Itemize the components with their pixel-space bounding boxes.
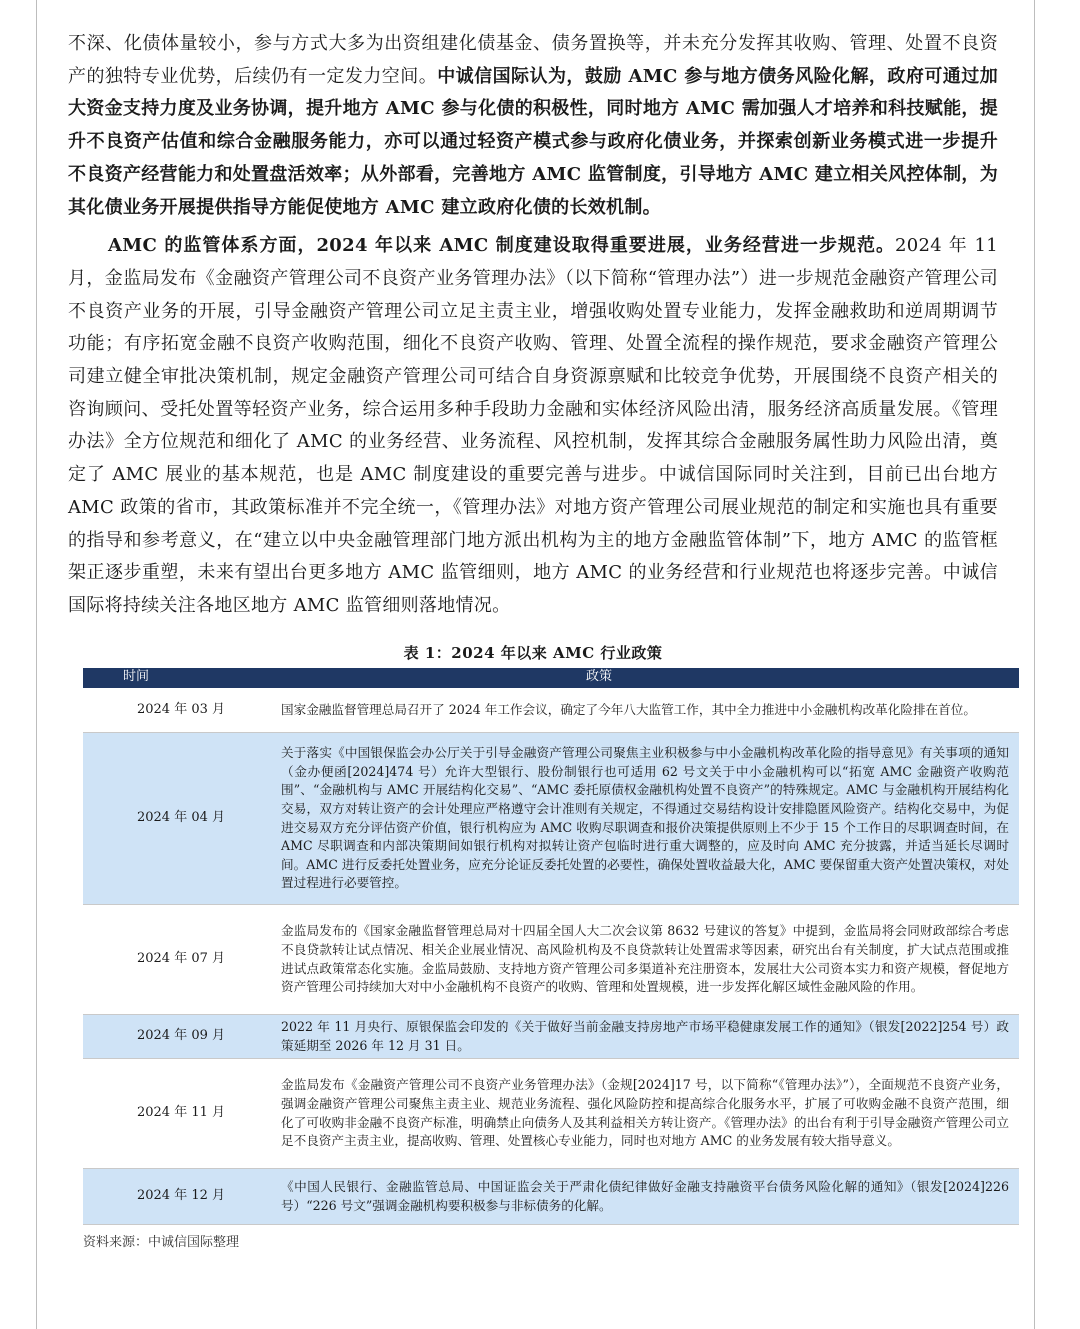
paragraph-2-emphasis: AMC 的监管体系方面，2024 年以来 AMC 制度建设取得重要进展，业务经营进一步规范。 [108,235,895,257]
row-policy: 《中国人民银行、金融监管总局、中国证监会关于严肃化债纪律做好金融支持融资平台债务风险化解的通知》（银发[2024]226 号）“226 号文”强调金融机构要积极参与非标债务的化解。 [279,1169,1019,1225]
row-policy: 金监局发布《金融资产管理公司不良资产业务管理办法》（金规[2024]17 号，以下简称“《管理办法》”），全面规范不良资产业务，强调金融资产管理公司聚焦主责主业、规范业务流程、强化风险防控和提高综合化服务水平，扩展了可收购金融不良资产范围，细化了可收购非金融不良资产标准，明确禁止向债务人及其利益相关方转让资产。《管理办法》的出台有利于引导金融资产管理公司立足不良资产主责主业，提高收购、管理、处置核心专业能力，同时也对地方 AMC 的业务发展有较大指导意义。 [279,1059,1019,1169]
row-time: 2024 年 04 月 [83,733,279,905]
header-time: 时间 [83,668,279,688]
table-row [83,733,1019,905]
paragraph-1 [68,28,998,224]
table-header-row [83,668,1019,688]
table-row [83,905,1019,1015]
source-note: 资料来源：中诚信国际整理 [83,1235,240,1251]
row-time: 2024 年 07 月 [83,905,279,1015]
paragraph-2 [68,230,998,622]
paragraph-2-text: 2024 年 11 月，金监局发布《金融资产管理公司不良资产业务管理办法》（以下简称“管理办法”）进一步规范金融资产管理公司不良资产业务的开展，引导金融资产管理公司立足主责主业，增强收购处置专业能力，发挥金融救助和逆周期调节功能；有序拓宽金融不良资产收购范围，细化不良资产收购、管理、处置全流程的操作规范，要求金融资产管理公司建立健全审批决策机制，规定金融资产管理公司可结合自身资源禀赋和比较竞争优势，开展围绕不良资产相关的咨询顾问、受托处置等轻资产业务，综合运用多种手段助力金融和实体经济风险出清，服务经济高质量发展。《管理办法》全方位规范和细化了 AMC 的业务经营、业务流程、风控机制，发挥其综合金融服务属性助力风险出清，奠定了 AMC 展业的基本规范，也是 AMC 制度建设的重要完善与进步。中诚信国际同时关注到，目前已出台地方 AMC 政策的省市，其政策标准并不完全统一，《管理办法》对地方资产管理公司展业规范的制定和实施也具有重要的指导和参考意义，在“建立以中央金融管理部门地方派出机构为主的地方金融监管体制”下，地方 AMC 的监管框架正逐步重塑，未来有望出台更多地方 AMC 监管细则，地方 AMC 的业务经营和行业规范也将逐步完善。中诚信国际将持续关注各地区地方 AMC 监管细则落地情况。 [68,235,998,616]
row-policy: 金监局发布的《国家金融监督管理总局对十四届全国人大二次会议第 8632 号建议的答复》中提到，金监局将会同财政部综合考虑不良贷款转让试点情况、相关企业展业情况、高风险机构及不良贷款转让处置需求等因素，研究出台有关制度，扩大试点范围或推进试点政策常态化实施。金监局鼓励、支持地方资产管理公司多渠道补充注册资本，发展壮大公司资本实力和资产规模，督促地方资产管理公司持续加大对中小金融机构不良资产的收购、管理和处置规模，进一步发挥化解区域性金融风险的作用。 [279,905,1019,1015]
page-border-left [36,0,37,1329]
row-policy: 国家金融监督管理总局召开了 2024 年工作会议，确定了今年八大监管工作，其中全力推进中小金融机构改革化险排在首位。 [279,688,1019,733]
row-time: 2024 年 11 月 [83,1059,279,1169]
table-row [83,1059,1019,1169]
header-policy: 政策 [279,668,1019,688]
table-caption: 表 1：2024 年以来 AMC 行业政策 [403,643,663,662]
policy-table [83,668,1019,1226]
row-time: 2024 年 03 月 [83,688,279,733]
page-border-right [1034,0,1035,1329]
table-row [83,1015,1019,1059]
document-body [68,28,1009,1251]
paragraph-1-emphasis: 中诚信国际认为，鼓励 AMC 参与地方债务风险化解，政府可通过加大资金支持力度及业务协调，提升地方 AMC 参与化债的积极性，同时地方 AMC 需加强人才培养和科技赋能，提升不良资产估值和综合金融服务能力，亦可以通过轻资产模式参与政府化债业务，并探索创新业务模式进一步提升不良资产经营能力和处置盘活效率；从外部看，完善地方 AMC 监管制度，引导地方 AMC 建立相关风控体制，为其化债业务开展提供指导方能促使地方 AMC 建立政府化债的长效机制。 [68,65,998,218]
table-row [83,688,1019,733]
table-row [83,1169,1019,1225]
row-time: 2024 年 09 月 [83,1015,279,1059]
paragraph-1-text: 不深、化债体量较小，参与方式大多为出资组建化债基金、债务置换等，并未充分发挥其收购、管理、处置不良资产的独特专业优势，后续仍有一定发力空间。 [68,33,998,87]
row-policy: 2022 年 11 月央行、原银保监会印发的《关于做好当前金融支持房地产市场平稳健康发展工作的通知》（银发[2022]254 号）政策延期至 2026 年 12 月 31 日。 [279,1015,1019,1059]
row-policy: 关于落实《中国银保监会办公厅关于引导金融资产管理公司聚焦主业积极参与中小金融机构改革化险的指导意见》有关事项的通知（金办便函[2024]474 号）允许大型银行、股份制银行也可适用 62 号文关于中小金融机构可以“拓宽 AMC 金融资产收购范围”、“金融机构与 AMC 开展结构化交易”、“AMC 委托原债权金融机构处置不良资产”的特殊规定。AMC 与金融机构开展结构化交易，双方对转让资产的会计处理应严格遵守会计准则有关规定，不得通过交易结构设计安排隐匿风险资产。结构化交易中，为促进交易双方充分评估资产价值，银行机构应为 AMC 收购尽职调查和报价决策提供原则上不少于 15 个工作日的尽职调查时间，在 AMC 尽职调查和内部决策期间如银行机构对拟转让资产包临时进行重大调整的，应及时向 AMC 充分披露，并适当延长尽调时间。AMC 进行反委托处置业务，应充分论证反委托处置的必要性，确保处置收益最大化，AMC 要保留重大资产处置决策权，对处置过程进行必要管控。 [279,733,1019,905]
row-time: 2024 年 12 月 [83,1169,279,1225]
